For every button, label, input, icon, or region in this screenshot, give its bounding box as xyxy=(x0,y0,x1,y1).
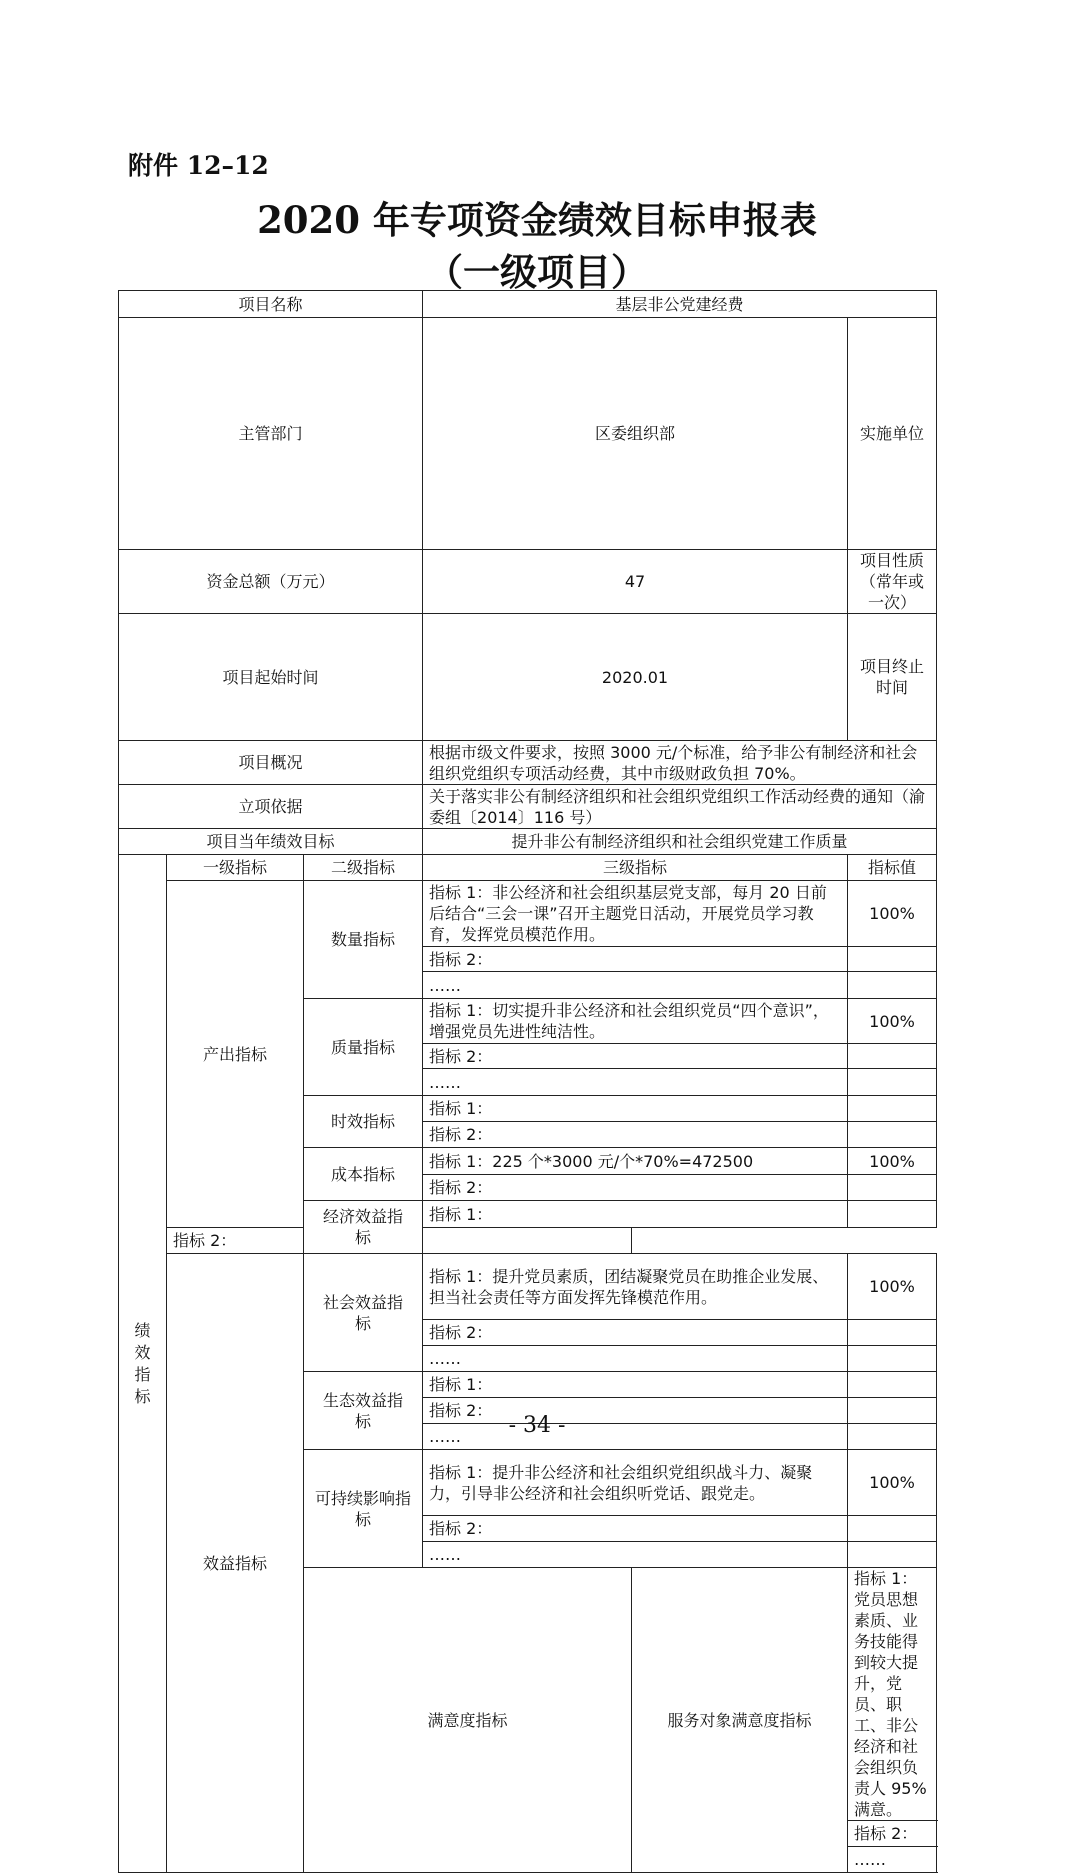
ecological-item-more: …… xyxy=(423,1424,848,1450)
fund-value: 47 xyxy=(423,550,848,614)
quantity-item-more: …… xyxy=(423,972,848,999)
value-header: 指标值 xyxy=(848,855,937,881)
quantity-indicator: 数量指标 xyxy=(304,881,423,999)
social-item-2: 指标 2： xyxy=(423,1320,848,1346)
goal-value: 提升非公有制经济组织和社会组织党建工作质量 xyxy=(423,829,937,855)
level1-header: 一级指标 xyxy=(167,855,304,881)
ecological-item-1: 指标 1： xyxy=(423,1372,848,1398)
quality-indicator: 质量指标 xyxy=(304,999,423,1096)
sustainable-value-more xyxy=(848,1542,937,1568)
timeliness-item-2: 指标 2： xyxy=(423,1122,848,1148)
quality-value-1: 100% xyxy=(848,999,937,1044)
quantity-value-more xyxy=(848,972,937,999)
attachment-label: 附件 12–12 xyxy=(128,151,269,180)
quantity-value-1: 100% xyxy=(848,881,937,947)
quantity-value-2 xyxy=(848,947,937,972)
sustainable-value-1: 100% xyxy=(848,1450,937,1516)
economic-value-1 xyxy=(848,1201,937,1228)
page-number: - 34 - xyxy=(508,1413,566,1438)
ecological-indicator: 生态效益指标 xyxy=(304,1372,423,1450)
economic-item-2: 指标 2： xyxy=(167,1228,304,1254)
social-item-1: 指标 1：提升党员素质，团结凝聚党员在助推企业发展、担当社会责任等方面发挥先锋模范作用。 xyxy=(423,1254,848,1320)
quality-value-2 xyxy=(848,1044,937,1069)
cost-value-1: 100% xyxy=(848,1148,937,1175)
quantity-item-2: 指标 2： xyxy=(423,947,848,972)
social-value-2 xyxy=(848,1320,937,1346)
social-value-1: 100% xyxy=(848,1254,937,1320)
end-label: 项目终止时间 xyxy=(848,614,937,741)
economic-value-2 xyxy=(423,1228,632,1254)
service-satisfaction-indicator: 服务对象满意度指标 xyxy=(632,1568,848,1873)
start-value: 2020.01 xyxy=(423,614,848,741)
timeliness-value-1 xyxy=(848,1096,937,1122)
satisfaction-indicator: 满意度指标 xyxy=(304,1568,632,1873)
cost-item-1: 指标 1：225 个*3000 元/个*70%=472500 xyxy=(423,1148,848,1175)
economic-indicator: 经济效益指标 xyxy=(304,1201,423,1254)
sustainable-item-1: 指标 1：提升非公经济和社会组织党组织战斗力、凝聚力，引导非公经济和社会组织听党话、跟党走。 xyxy=(423,1450,848,1516)
output-indicator: 产出指标 xyxy=(167,881,304,1228)
overview-label: 项目概况 xyxy=(119,741,423,785)
sustainable-value-2 xyxy=(848,1516,937,1542)
page-title: 2020 年专项资金绩效目标申报表 xyxy=(257,198,817,242)
dept-value: 区委组织部 xyxy=(423,318,848,550)
sustainable-indicator: 可持续影响指标 xyxy=(304,1450,423,1568)
timeliness-item-1: 指标 1： xyxy=(423,1096,848,1122)
service-item-2: 指标 2： xyxy=(848,1821,937,1847)
quality-item-1: 指标 1：切实提升非公经济和社会组织党员“四个意识”，增强党员先进性纯洁性。 xyxy=(423,999,848,1044)
level3-header: 三级指标 xyxy=(423,855,848,881)
impl-label: 实施单位 xyxy=(848,318,937,550)
performance-form-table xyxy=(118,290,937,1873)
service-item-more: …… xyxy=(848,1847,937,1873)
sustainable-item-more: …… xyxy=(423,1542,848,1568)
project-name-value: 基层非公党建经费 xyxy=(423,291,937,318)
quality-value-more xyxy=(848,1069,937,1096)
timeliness-value-2 xyxy=(848,1122,937,1148)
cost-item-2: 指标 2： xyxy=(423,1175,848,1201)
goal-label: 项目当年绩效目标 xyxy=(119,829,423,855)
sustainable-item-2: 指标 2： xyxy=(423,1516,848,1542)
fund-label: 资金总额（万元） xyxy=(119,550,423,614)
social-item-more: …… xyxy=(423,1346,848,1372)
economic-item-1: 指标 1： xyxy=(423,1201,848,1228)
start-label: 项目起始时间 xyxy=(119,614,423,741)
page-subtitle: （一级项目） xyxy=(426,250,648,294)
overview-value: 根据市级文件要求，按照 3000 元/个标准，给予非公有制经济和社会组织党组织专项活动经费，其中市级财政负担 70%。 xyxy=(423,741,937,785)
level2-header: 二级指标 xyxy=(304,855,423,881)
cost-value-2 xyxy=(848,1175,937,1201)
social-value-more xyxy=(848,1346,937,1372)
quantity-item-1: 指标 1：非公经济和社会组织基层党支部，每月 20 日前后结合“三会一课”召开主题党日活动，开展党员学习教育，发挥党员模范作用。 xyxy=(423,881,848,947)
basis-label: 立项依据 xyxy=(119,785,423,829)
nature-label: 项目性质（常年或一次） xyxy=(848,550,937,614)
basis-value: 关于落实非公有制经济组织和社会组织党组织工作活动经费的通知（渝委组〔2014〕116 号） xyxy=(423,785,937,829)
ecological-item-2: 指标 2： xyxy=(423,1398,848,1424)
benefit-indicator: 效益指标 xyxy=(167,1254,304,1873)
cost-indicator: 成本指标 xyxy=(304,1148,423,1201)
quality-item-2: 指标 2： xyxy=(423,1044,848,1069)
timeliness-indicator: 时效指标 xyxy=(304,1096,423,1148)
service-item-1: 指标 1：党员思想素质、业务技能得到较大提升，党员、职工、非公经济和社会组织负责人 95%满意。 xyxy=(848,1568,937,1821)
ecological-value-1 xyxy=(848,1372,937,1398)
dept-label: 主管部门 xyxy=(119,318,423,550)
quality-item-more: …… xyxy=(423,1069,848,1096)
project-name-label: 项目名称 xyxy=(119,291,423,318)
social-indicator: 社会效益指标 xyxy=(304,1254,423,1372)
perf-indicator-label: 绩效指标 xyxy=(119,855,167,1873)
